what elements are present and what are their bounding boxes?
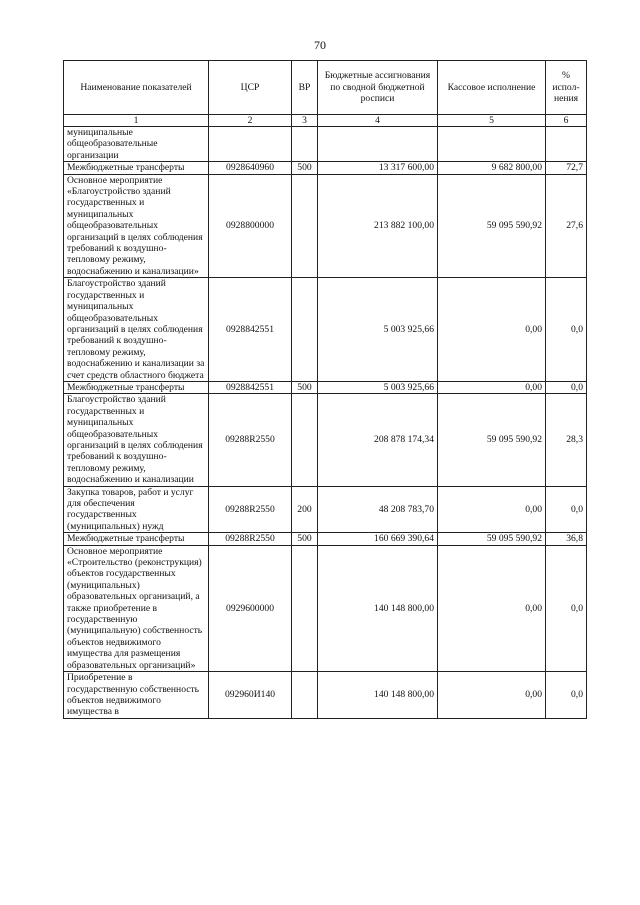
row-allocation: 48 208 783,70 [318, 486, 438, 533]
row-name: Закупка товаров, работ и услуг для обеспечения государственных (муниципальных) нужд [64, 486, 209, 533]
row-execution: 0,00 [438, 278, 546, 382]
row-allocation: 13 317 600,00 [318, 162, 438, 174]
row-name: Благоустройство зданий государственных и муниципальных общеобразовательных организаций в целях соблюдения требований к воздушно-тепловому режиму, водоснабжению и канализации за счет средств областного бюджета [64, 278, 209, 382]
table-row [64, 672, 587, 719]
row-vr: 500 [292, 381, 318, 393]
header-percent: % испол-нения [546, 61, 587, 115]
header-name: Наименование показателей [64, 61, 209, 115]
row-csr [209, 127, 292, 162]
row-vr [292, 278, 318, 382]
table-row [64, 162, 587, 174]
row-vr [292, 672, 318, 719]
row-csr: 09288R2550 [209, 533, 292, 545]
row-csr: 0929600000 [209, 545, 292, 671]
table-row [64, 394, 587, 486]
table-row [64, 127, 587, 162]
row-allocation: 5 003 925,66 [318, 278, 438, 382]
column-number: 1 [64, 115, 209, 127]
row-execution: 59 095 590,92 [438, 394, 546, 486]
row-name: Межбюджетные трансферты [64, 533, 209, 545]
row-execution: 9 682 800,00 [438, 162, 546, 174]
column-number: 2 [209, 115, 292, 127]
row-csr: 092960И140 [209, 672, 292, 719]
row-csr: 0928842551 [209, 381, 292, 393]
row-execution: 0,00 [438, 486, 546, 533]
row-allocation: 160 669 390,64 [318, 533, 438, 545]
row-name: Основное мероприятие «Благоустройство зданий государственных и муниципальных общеобразовательных организаций в целях соблюдения требований к воздушно-тепловому режиму, водоснабжению и канализации» [64, 174, 209, 278]
row-csr: 0928800000 [209, 174, 292, 278]
row-execution: 59 095 590,92 [438, 533, 546, 545]
row-allocation: 213 882 100,00 [318, 174, 438, 278]
header-csr: ЦСР [209, 61, 292, 115]
column-number: 4 [318, 115, 438, 127]
row-allocation: 140 148 800,00 [318, 545, 438, 671]
table-row [64, 533, 587, 545]
row-vr: 500 [292, 533, 318, 545]
table-row [64, 381, 587, 393]
row-name: Межбюджетные трансферты [64, 162, 209, 174]
row-execution: 0,00 [438, 545, 546, 671]
row-csr: 09288R2550 [209, 394, 292, 486]
row-percent: 0,0 [546, 381, 587, 393]
column-number: 6 [546, 115, 587, 127]
table-row [64, 278, 587, 382]
row-allocation [318, 127, 438, 162]
row-allocation: 208 878 174,34 [318, 394, 438, 486]
row-execution [438, 127, 546, 162]
row-vr: 500 [292, 162, 318, 174]
column-number: 5 [438, 115, 546, 127]
header-allocation: Бюджетные ассигнования по сводной бюджетной росписи [318, 61, 438, 115]
row-percent: 0,0 [546, 486, 587, 533]
row-vr [292, 174, 318, 278]
page-number: 70 [314, 38, 326, 52]
table-row [64, 174, 587, 278]
header-vr: ВР [292, 61, 318, 115]
row-name: Приобретение в государственную собственность объектов недвижимого имущества в [64, 672, 209, 719]
row-percent: 0,0 [546, 545, 587, 671]
row-execution: 59 095 590,92 [438, 174, 546, 278]
row-percent: 36,8 [546, 533, 587, 545]
row-percent: 27,6 [546, 174, 587, 278]
row-name: муниципальные общеобразовательные организации [64, 127, 209, 162]
row-allocation: 140 148 800,00 [318, 672, 438, 719]
column-number: 3 [292, 115, 318, 127]
budget-table [63, 60, 587, 719]
column-number-row [64, 115, 587, 127]
row-percent [546, 127, 587, 162]
row-vr [292, 545, 318, 671]
row-percent: 0,0 [546, 278, 587, 382]
row-execution: 0,00 [438, 672, 546, 719]
table-row [64, 486, 587, 533]
header-execution: Кассовое исполнение [438, 61, 546, 115]
row-name: Благоустройство зданий государственных и муниципальных общеобразовательных организаций в целях соблюдения требований к воздушно-тепловому режиму, водоснабжению и канализации [64, 394, 209, 486]
row-vr [292, 127, 318, 162]
row-execution: 0,00 [438, 381, 546, 393]
row-vr: 200 [292, 486, 318, 533]
row-percent: 28,3 [546, 394, 587, 486]
table-row [64, 545, 587, 671]
row-csr: 0928842551 [209, 278, 292, 382]
row-name: Основное мероприятие «Строительство (реконструкция) объектов государственных (муниципальных) образовательных организаций, а также приобретение в государственную (муниципальную) собственность объектов недвижимого имущества для размещения образовательных организаций» [64, 545, 209, 671]
row-vr [292, 394, 318, 486]
row-csr: 0928640960 [209, 162, 292, 174]
row-percent: 0,0 [546, 672, 587, 719]
table-header-row [64, 61, 587, 115]
row-percent: 72,7 [546, 162, 587, 174]
row-csr: 09288R2550 [209, 486, 292, 533]
row-name: Межбюджетные трансферты [64, 381, 209, 393]
row-allocation: 5 003 925,66 [318, 381, 438, 393]
